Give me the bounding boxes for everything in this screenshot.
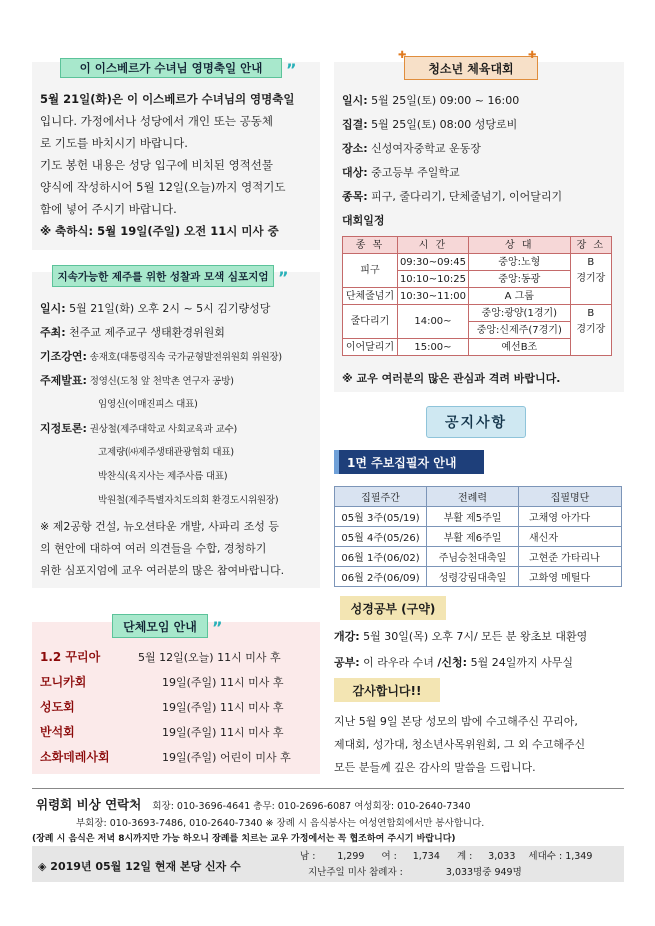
sports-body: 일시: 5월 25일(토) 09:00 ~ 16:00 집결: 5월 25일(토) 08:00 성당로비 장소: 신성여자중학교 운동장 대상: 중고등부 주일학교 종목: 피구, 줄다리기, 단체줄넘기, 이어달리기 대회일정 [342,94,563,227]
stats-values: 남 : 1,299 여 : 1,734 계 : 3,033 세대수 : 1,349 지난주일 미사 참례자 : 3,033명중 949명 [300,851,593,878]
notice-title: 공지사항 [426,406,526,438]
table-row: 중앙:신제주(7경기) 경기장 [343,322,612,339]
memorial-body: 5월 21일(화)은 이 이스베르가 수녀님의 영명축일 입니다. 가정에서나 성당에서 개인 또는 공동체 로 기도를 바치시기 바랍니다. 기도 봉헌 내용은 성당 입구에 비치된 영적선물 양식에 작성하시어 5월 12일(오늘)까지 영적기도 함에 넣어 주시기 바랍니다. ※ 축하식: 5월 19일(주일) 오전 11시 미사 중 [40,92,295,238]
groups-list [40,648,320,768]
table-row: 05월 3주(05/19) 부활 제5주일 고채영 아가다 [335,507,622,527]
list-item: 1.2 꾸리아 5월 12일(오늘) 11시 미사 후 [40,650,281,664]
table-row: 피구 09:30~09:45 중앙:노형 B [343,254,612,271]
table-row: 줄다리기 14:00~ 중앙:광양(1경기) B [343,305,612,322]
footer-divider [32,788,624,789]
thanks-title: 감사합니다!! [334,678,440,702]
list-item: 소화데레사회 19일(주일) 어린이 미사 후 [40,750,291,764]
table-row: 단체줄넘기 10:30~11:00 A 그룹 [343,288,612,305]
table-row: 05월 4주(05/26) 부활 제6주일 새신자 [335,527,622,547]
table-row: 06월 1주(06/02) 주님승천대축일 고현준 가타리나 [335,547,622,567]
bible-body: 개강: 5월 30일(목) 오후 7시/ 모든 분 왕초보 대환영 공부: 이 라우라 수녀 /신청: 5월 24일까지 사무실 [334,630,588,669]
quote-icon: ” [212,618,223,637]
table-row: 06월 2주(06/09) 성령강림대축일 고화영 메틸다 [335,567,622,587]
symposium-title: 지속가능한 제주를 위한 성찰과 모색 심포지엄 [52,265,274,287]
quote-icon: ” [286,60,297,79]
table-row: 10:10~10:25 중앙:동광 경기장 [343,271,612,288]
pin-icon: ✚ [528,50,537,61]
symposium-body: 일시: 5월 21일(화) 오후 2시 ~ 5시 김기량성당 주최: 천주교 제주교구 생태환경위원회 기조강연: 송재호(대통령직속 국가균형발전위원회 위원장) 주제발표: 정영신(도청 앞 천막촌 연구자 공방) 임영신(이매진피스 대표) 지정토론: 권상철(제주대학교 사회교육과 교수) 고제량(㈔제주생태관광협회 대표) 박찬식(육지사는 제주사름 대표) 박원철(제주특별자치도의회 환경도시위원장) ※ 제2공항 건설, 뉴오션타운 개발, 사파리 조성 등 의 현안에 대하여 여러 의견들을 수합, 경청하기 위한 심포지엄에 교우 여러분의 많은 참여바랍니다. [40,302,285,577]
quote-icon: ” [278,268,289,287]
pin-icon: ✚ [398,50,407,61]
list-item: 모니카회 19일(주일) 11시 미사 후 [40,675,284,689]
emergency-contacts: 위령회 비상 연락처 회장: 010-3696-4641 총무: 010-2696-6087 여성회장: 010-2640-7340 부회장: 010-3693-7486, 010-2640-7340 ※ 장례 시 음식봉사는 여성연합회에서만 봉사합니다. (장례 시 음식은 저녁 8시까지만 가능 하오니 장례를 치르는 교우 가정에서는 꼭 협조하여 주시기 바랍니다) [32,797,485,844]
table-row: 집필주간 전례력 집필명단 [335,487,622,507]
sports-title: 청소년 체육대회 [404,56,538,80]
schedule-table [342,236,612,356]
table-row: 종 목 시 간 상 대 장 소 [343,237,612,254]
sports-note: ※ 교우 여러분의 많은 관심과 격려 바랍니다. [342,372,561,385]
stats-title: ◈ 2019년 05월 12일 현재 본당 신자 수 [38,860,241,873]
writers-table [334,486,622,587]
table-row: 이어달리기 15:00~ 예선B조 [343,339,612,356]
bible-title: 성경공부 (구약) [340,596,446,620]
list-item: 성도회 19일(주일) 11시 미사 후 [40,700,284,714]
thanks-body: 지난 5월 9일 본당 성모의 밤에 수고해주신 꾸리아, 제대회, 성가대, 청소년사목위원회, 그 외 수고해주신 모든 분들께 깊은 감사의 말씀을 드립니다. [334,715,586,774]
list-item: 반석회 19일(주일) 11시 미사 후 [40,725,284,739]
writers-title: 1면 주보집필자 안내 [334,450,484,474]
memorial-title: 이 이스베르가 수녀님 영명축일 안내 [60,58,282,78]
groups-title: 단체모임 안내 [112,614,208,638]
